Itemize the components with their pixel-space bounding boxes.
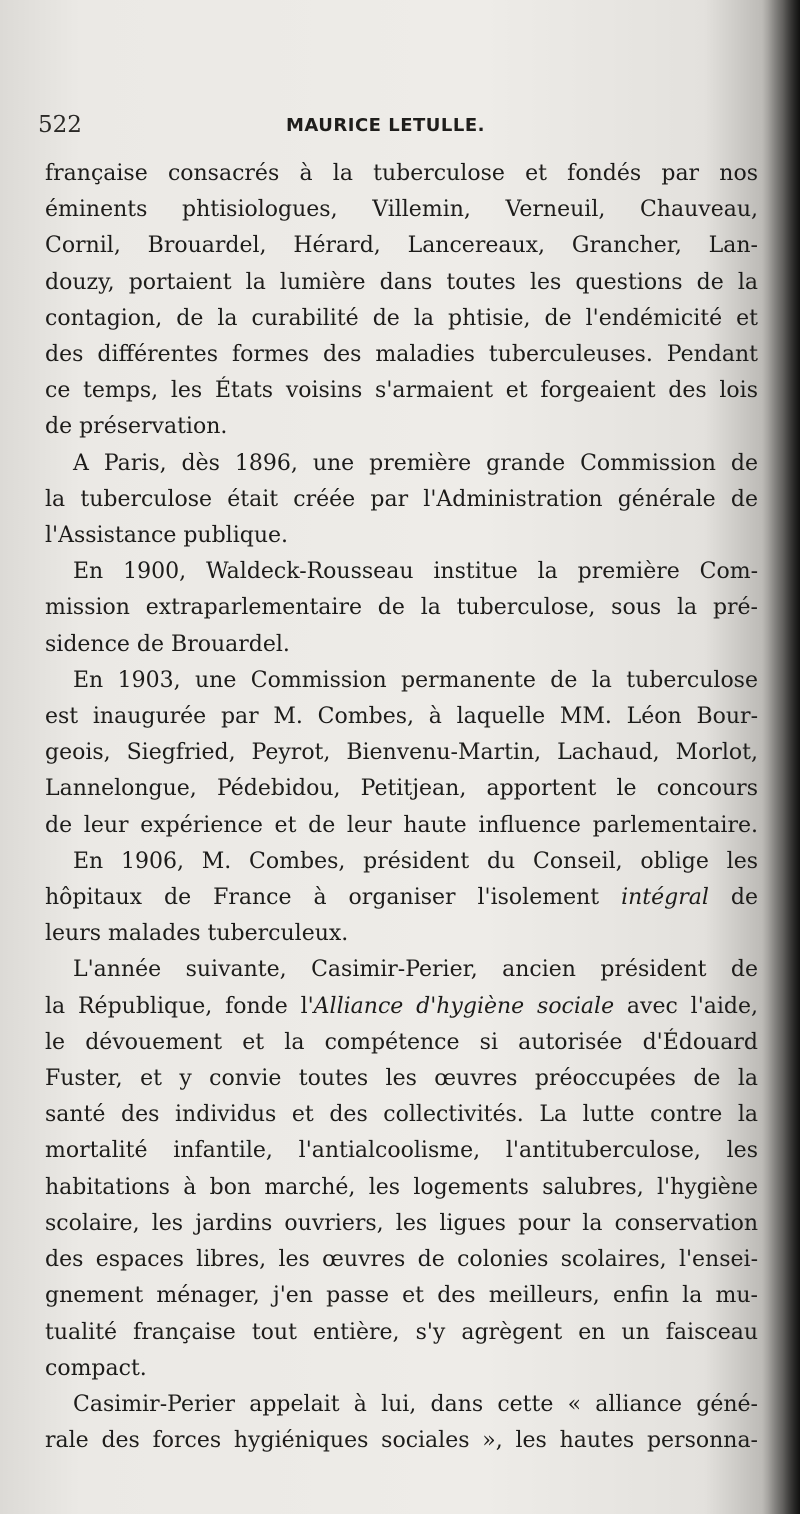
- text-run: la République, fonde l': [45, 993, 314, 1019]
- text-line: mortalité infantile, l'antialcoolisme, l'antituberculose, les: [45, 1138, 758, 1164]
- text-line: l'Assistance publique.: [45, 523, 289, 549]
- text-line: En 1900, Waldeck-Rousseau institue la première Com-: [73, 559, 758, 585]
- text-line: gnement ménager, j'en passe et des meilleurs, enfin la mu-: [45, 1283, 758, 1309]
- page-edge-shadow: [762, 0, 800, 1514]
- text-line: douzy, portaient la lumière dans toutes les questions de la: [45, 269, 758, 295]
- text-line: mission extraparlementaire de la tuberculose, sous la pré-: [45, 595, 758, 621]
- text-line: scolaire, les jardins ouvriers, les ligues pour la conservation: [45, 1210, 758, 1236]
- text-line: Fuster, et y convie toutes les œuvres préoccupées de la: [45, 1066, 758, 1092]
- text-line: éminents phtisiologues, Villemin, Verneuil, Chauveau,: [45, 197, 758, 223]
- italic-text-run: Alliance d'hygiène sociale: [313, 993, 615, 1019]
- text-line: contagion, de la curabilité de la phtisie, de l'endémicité et: [45, 305, 758, 331]
- text-line: geois, Siegfried, Peyrot, Bienvenu-Martin, Lachaud, Morlot,: [45, 740, 758, 766]
- text-line: rale des forces hygiéniques sociales », les hautes personna-: [45, 1428, 758, 1454]
- text-line: [45, 989, 758, 1025]
- text-run: de: [708, 885, 758, 911]
- text-line: française consacrés à la tuberculose et fondés par nos: [45, 161, 758, 186]
- text-line: L'année suivante, Casimir-Perier, ancien président de: [73, 957, 758, 983]
- text-line: des différentes formes des maladies tuberculeuses. Pendant: [45, 342, 758, 368]
- text-line: leurs malades tuberculeux.: [45, 921, 349, 947]
- running-title: MAURICE LETULLE.: [286, 115, 485, 136]
- text-line: sidence de Brouardel.: [45, 631, 290, 657]
- body-text: [45, 156, 758, 1459]
- text-line: Lannelongue, Pédebidou, Petitjean, apportent le concours: [45, 776, 758, 802]
- text-line: habitations à bon marché, les logements salubres, l'hygiène: [45, 1174, 758, 1200]
- text-line: la tuberculose était créée par l'Administration générale de: [45, 486, 758, 512]
- text-line: de leur expérience et de leur haute influence parlementaire.: [45, 812, 758, 838]
- page-number: 522: [38, 112, 82, 138]
- text-line: ce temps, les États voisins s'armaient et forgeaient des lois: [45, 378, 758, 404]
- text-line: des espaces libres, les œuvres de colonies scolaires, l'ensei-: [45, 1247, 758, 1273]
- text-line: est inaugurée par M. Combes, à laquelle MM. Léon Bour-: [45, 704, 758, 730]
- text-line: tualité française tout entière, s'y agrègent en un faisceau: [45, 1319, 758, 1345]
- text-line: Casimir-Perier appelait à lui, dans cette « alliance géné-: [73, 1391, 758, 1417]
- text-line: compact.: [45, 1355, 147, 1381]
- running-header: [38, 112, 738, 144]
- text-line: En 1906, M. Combes, président du Conseil, oblige les: [73, 848, 758, 874]
- italic-text-run: intégral: [621, 885, 709, 911]
- text-line: En 1903, une Commission permanente de la tuberculose: [73, 667, 758, 693]
- text-line: A Paris, dès 1896, une première grande Commission de: [73, 450, 758, 476]
- text-line: le dévouement et la compétence si autorisée d'Édouard: [45, 1029, 758, 1055]
- text-line: Cornil, Brouardel, Hérard, Lancereaux, Grancher, Lan-: [45, 233, 758, 259]
- text-line: santé des individus et des collectivités. La lutte contre la: [45, 1102, 758, 1128]
- text-run: avec l'aide,: [614, 993, 758, 1019]
- text-line: de préservation.: [45, 414, 228, 440]
- text-line: [45, 880, 758, 916]
- text-run: hôpitaux de France à organiser l'isolement: [45, 885, 622, 911]
